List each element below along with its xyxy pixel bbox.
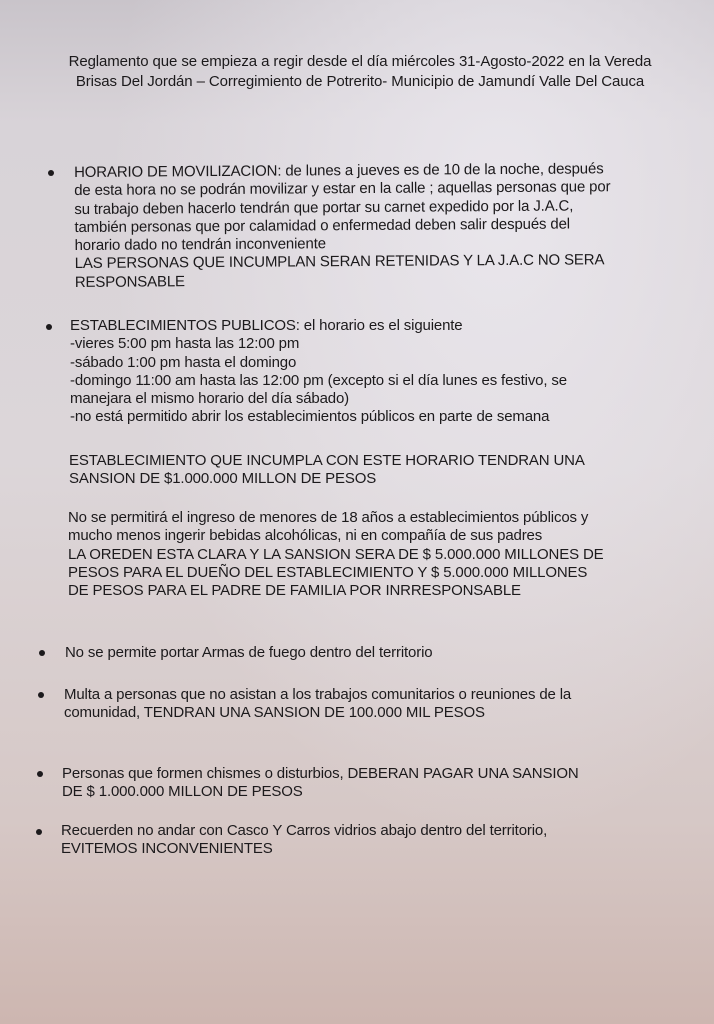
rule-trabajos-comunitarios: [64, 686, 571, 723]
bullet-icon: [38, 692, 44, 698]
rule-menores: [68, 509, 604, 600]
title-line: Reglamento que se empieza a regir desde el día miércoles 31-Agosto-2022 en la Vereda: [68, 53, 652, 70]
text-line: Personas que formen chismes o disturbios, DEBERAN PAGAR UNA SANSION: [62, 765, 579, 782]
rule-establecimientos-horario: [70, 317, 567, 427]
rule-chismes: [62, 765, 579, 802]
bullet-icon: [46, 324, 52, 330]
rule-casco-carros: [61, 822, 547, 859]
bullet-icon: [39, 650, 45, 656]
text-line: horario dado no tendrán inconveniente: [74, 235, 326, 255]
text-line: -sábado 1:00 pm hasta el domingo: [70, 353, 297, 371]
text-line: -no está permitido abrir los establecimientos públicos en parte de semana: [70, 408, 550, 426]
text-line: ESTABLECIMIENTOS PUBLICOS: el horario es el siguiente: [70, 317, 463, 334]
bullet-icon: [37, 771, 43, 777]
rule-establecimientos-sancion: [69, 452, 585, 489]
text-line: LA OREDEN ESTA CLARA Y LA SANSION SERA DE $ 5.000.000 MILLONES DE: [68, 545, 604, 563]
text-line: ESTABLECIMIENTO QUE INCUMPLA CON ESTE HORARIO TENDRAN UNA: [69, 452, 585, 469]
text-line: RESPONSABLE: [74, 273, 185, 291]
bullet-icon: [48, 170, 54, 176]
text-line: No se permite portar Armas de fuego dentro del territorio: [65, 644, 433, 661]
text-line: DE PESOS PARA EL PADRE DE FAMILIA POR INRRESPONSABLE: [68, 582, 521, 600]
text-line: EVITEMOS INCONVENIENTES: [61, 840, 273, 858]
text-line: PESOS PARA EL DUEÑO DEL ESTABLECIMIENTO Y $ 5.000.000 MILLONES: [68, 563, 588, 581]
text-line: su trabajo deben hacerlo tendrán que portar su carnet expedido por la J.A.C,: [74, 197, 574, 218]
text-line: No se permitirá el ingreso de menores de 18 años a establecimientos públicos y: [68, 509, 589, 526]
text-line: comunidad, TENDRAN UNA SANSION DE 100.000 MIL PESOS: [64, 704, 485, 722]
text-line: -domingo 11:00 am hasta las 12:00 pm (excepto si el día lunes es festivo, se: [70, 371, 567, 389]
text-line: Multa a personas que no asistan a los trabajos comunitarios o reuniones de la: [64, 686, 572, 703]
text-line: DE $ 1.000.000 MILLON DE PESOS: [62, 783, 303, 801]
text-line: de esta hora no se podrán movilizar y estar en la calle ; aquellas personas que por: [74, 178, 611, 200]
text-line: también personas que por calamidad o enfermedad deben salir después del: [74, 215, 571, 236]
bullet-icon: [36, 829, 42, 835]
text-line: LAS PERSONAS QUE INCUMPLAN SERAN RETENIDAS Y LA J.A.C NO SERA: [74, 251, 605, 273]
title-line: Brisas Del Jordán – Corregimiento de Potrerito- Municipio de Jamundí Valle Del Cauca: [75, 73, 645, 90]
document-title: [20, 52, 700, 92]
rule-armas: [65, 644, 432, 662]
rule-movilizacion: [74, 160, 611, 292]
text-line: SANSION DE $1.000.000 MILLON DE PESOS: [69, 470, 377, 488]
text-line: -vieres 5:00 pm hasta las 12:00 pm: [70, 335, 300, 353]
text-line: mucho menos ingerir bebidas alcohólicas, ni en compañía de sus padres: [68, 527, 543, 545]
text-line: HORARIO DE MOVILIZACION: de lunes a jueves es de 10 de la noche, después: [74, 160, 604, 181]
text-line: manejara el mismo horario del día sábado): [70, 390, 349, 408]
text-line: Recuerden no andar con Casco Y Carros vidrios abajo dentro del territorio,: [61, 822, 548, 839]
